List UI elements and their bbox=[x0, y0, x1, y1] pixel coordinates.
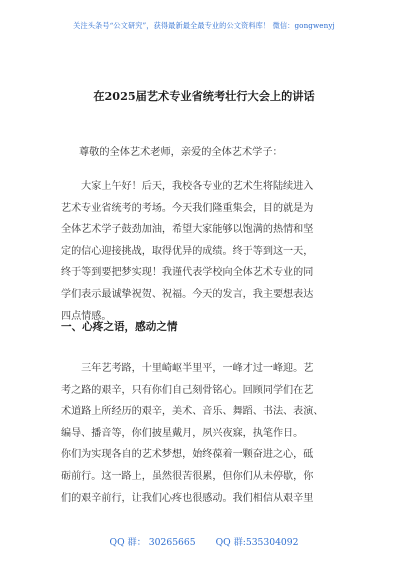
paragraph-line: 大家上午好！后天，我校各专业的艺术生将陆续进入 bbox=[61, 181, 314, 192]
paragraph-line: 考之路的艰辛，只有你们自己刻骨铭心。回顾同学们在艺 bbox=[61, 384, 314, 396]
salutation-line: 尊敬的全体艺术老师，亲爱的全体艺术学子： bbox=[79, 147, 283, 158]
header-promo-banner: 关注头条号“公文研究”，获得最新最全最专业的公文资料库！ 微信：gongwenyj bbox=[73, 21, 335, 30]
paragraph-line: 学们表示最诚挚祝贺、祝福。今天的发言，我主要想表达 bbox=[61, 288, 314, 300]
paragraph-line: 编导、播音等，你们披星戴月，夙兴夜寐，执笔作日。 bbox=[61, 427, 304, 439]
footer-contact bbox=[0, 537, 408, 549]
paragraph-line: 四点情感。 bbox=[61, 310, 112, 322]
paragraph-line: 艺术专业省统考的考场。今天我们隆重集会，目的就是为 bbox=[61, 202, 314, 214]
paragraph-section-1 bbox=[61, 358, 351, 509]
paragraph-line: 终于等到要把梦实现！我谨代表学校向全体艺术专业的同 bbox=[61, 267, 314, 279]
paragraph-opening bbox=[61, 176, 351, 327]
paragraph-line: 定的信心迎接挑战，取得优异的成绩。终于等到这一天， bbox=[61, 245, 314, 257]
footer-qq-group-2: QQ 群:535304092 bbox=[215, 537, 299, 548]
paragraph-line: 三年艺考路，十里崎岖半里平，一峰才过一峰迎。艺 bbox=[61, 363, 314, 374]
paragraph-line: 你们为实现各自的艺术梦想，始终葆着一颗奋进之心，砥 bbox=[61, 449, 314, 461]
paragraph-line: 砺前行。这一路上，虽然很苦很累，但你们从未停歇，你 bbox=[61, 470, 314, 482]
paragraph-line: 全体艺术学子鼓劲加油，希望大家能够以饱满的热情和坚 bbox=[61, 224, 314, 236]
paragraph-line: 们的艰辛前行，让我们心疼也很感动。我们相信从艰辛里 bbox=[61, 492, 314, 504]
section-heading-1: 一、心疼之语，感动之情 bbox=[61, 321, 178, 333]
paragraph-line: 术道路上所经历的艰辛，美术、音乐、舞蹈、书法、表演、 bbox=[61, 406, 324, 418]
page-title: 在2025届艺术专业省统考壮行大会上的讲话 bbox=[93, 89, 315, 103]
footer-qq-group-1: QQ 群： 30265665 bbox=[109, 537, 196, 548]
